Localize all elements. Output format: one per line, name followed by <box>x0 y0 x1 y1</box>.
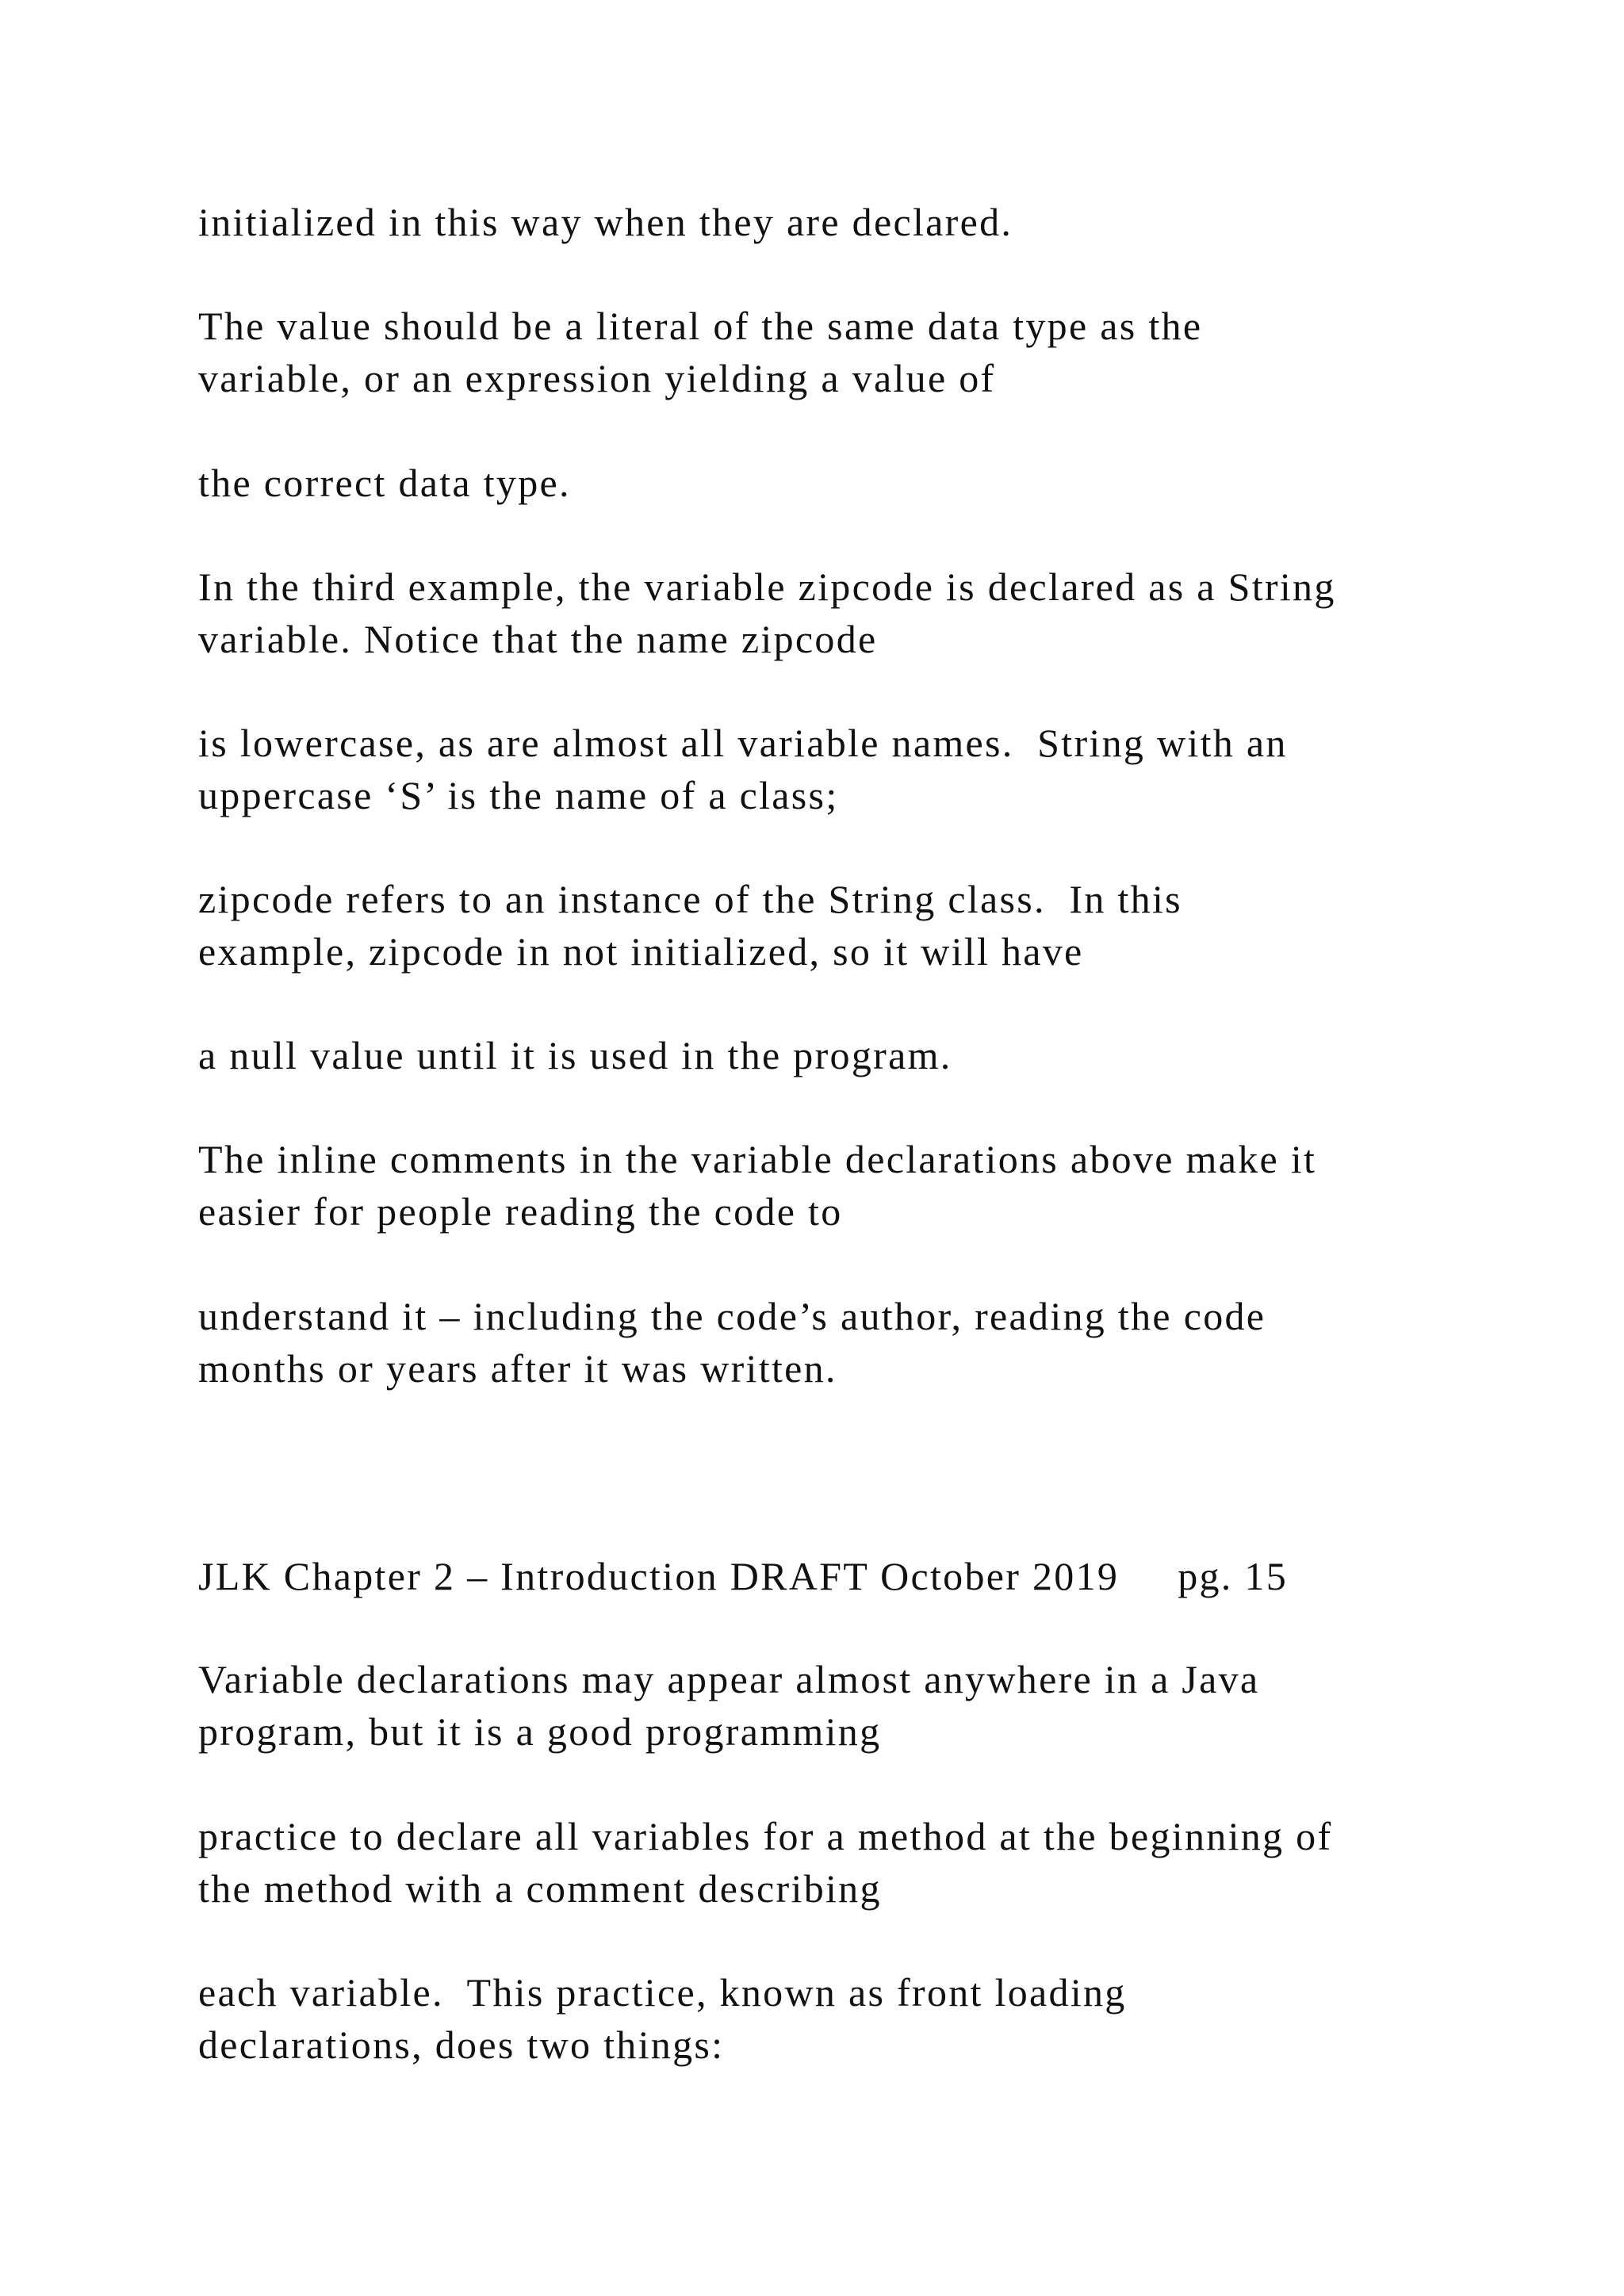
text-line: understand it – including the code’s author, reading the code <box>198 1294 1266 1338</box>
text-line: The inline comments in the variable declarations above make it <box>198 1137 1317 1181</box>
text-line: The value should be a literal of the same data type as the <box>198 304 1203 348</box>
paragraph <box>198 1653 1546 1758</box>
text-line: the correct data type. <box>198 461 571 505</box>
text-line: In the third example, the variable zipcode is declared as a String <box>198 564 1336 609</box>
paragraph <box>198 873 1546 978</box>
text-line: months or years after it was written. <box>198 1346 837 1391</box>
text-line: easier for people reading the code to <box>198 1189 843 1234</box>
paragraph <box>198 1290 1546 1395</box>
text-line: the method with a comment describing <box>198 1866 882 1911</box>
paragraph <box>198 561 1546 665</box>
text-line: is lowercase, as are almost all variable names. String with an <box>198 721 1288 765</box>
paragraph <box>198 300 1546 404</box>
paragraph <box>198 1966 1546 2071</box>
page-footer <box>198 1550 1546 1602</box>
paragraph <box>198 1133 1546 1238</box>
text-line: uppercase ‘S’ is the name of a class; <box>198 773 839 817</box>
text-line: each variable. This practice, known as front loading <box>198 1970 1127 2015</box>
text-line: variable. Notice that the name zipcode <box>198 617 878 661</box>
text-line: zipcode refers to an instance of the String class. In this <box>198 877 1182 921</box>
text-line: program, but it is a good programming <box>198 1709 882 1754</box>
text-line: Variable declarations may appear almost anywhere in a Java <box>198 1657 1260 1701</box>
paragraph <box>198 1029 1546 1081</box>
text-line: initialized in this way when they are declared. <box>198 200 1013 244</box>
paragraph <box>198 457 1546 509</box>
text-line: variable, or an expression yielding a value of <box>198 356 996 400</box>
text-line: example, zipcode in not initialized, so it will have <box>198 929 1084 974</box>
text-line: a null value until it is used in the program. <box>198 1033 952 1077</box>
paragraph <box>198 1810 1546 1915</box>
text-line: declarations, does two things: <box>198 2022 725 2067</box>
footer-text: JLK Chapter 2 – Introduction DRAFT October 2019 pg. 15 <box>198 1554 1288 1598</box>
text-line: practice to declare all variables for a method at the beginning of <box>198 1814 1333 1858</box>
paragraph <box>198 717 1546 821</box>
paragraph <box>198 196 1546 248</box>
